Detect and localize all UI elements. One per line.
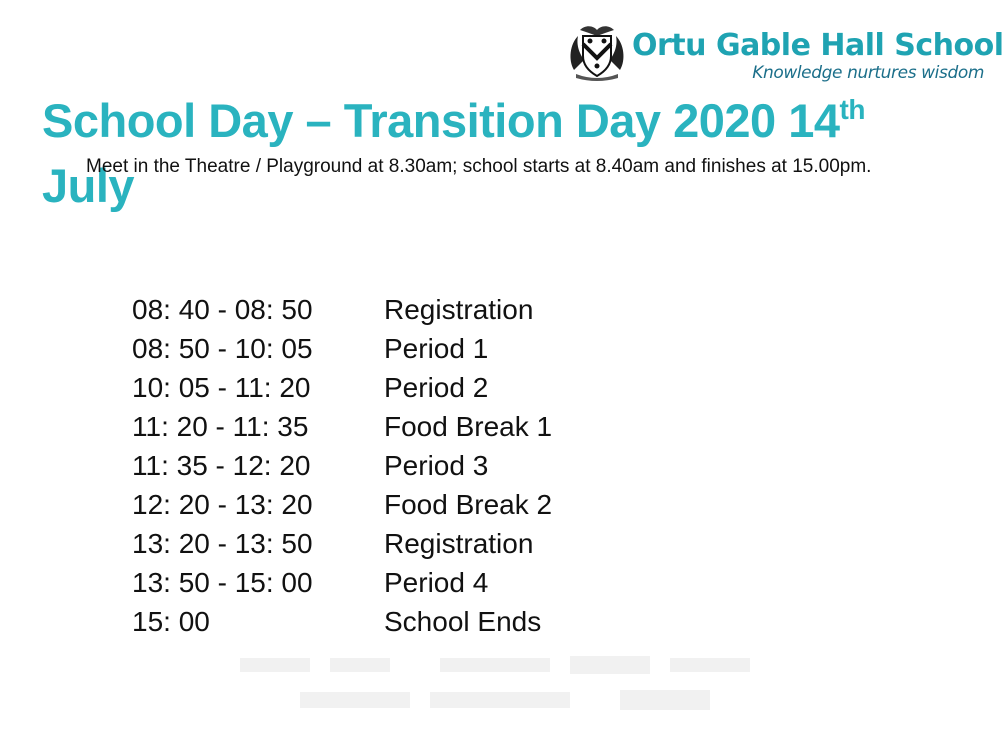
schedule-time: 12: 20 - 13: 20 xyxy=(132,489,313,520)
schedule-time: 11: 35 - 12: 20 xyxy=(132,450,311,481)
schedule-row xyxy=(132,290,552,329)
schedule-activity: Registration xyxy=(384,294,534,325)
schedule-time: 13: 20 - 13: 50 xyxy=(132,528,313,559)
schedule-activity: Period 1 xyxy=(384,333,489,364)
schedule-row xyxy=(132,407,552,446)
school-name: Ortu Gable Hall School xyxy=(632,28,1004,63)
schedule-activity: School Ends xyxy=(384,606,542,637)
schedule-activity: Period 4 xyxy=(384,567,489,598)
school-crest-icon xyxy=(566,20,628,82)
schedule-row xyxy=(132,524,552,563)
schedule-row xyxy=(132,329,552,368)
schedule-time: 15: 00 xyxy=(132,606,210,637)
schedule-time: 11: 20 - 11: 35 xyxy=(132,411,309,442)
title-ordinal: th xyxy=(839,94,865,125)
schedule-time: 10: 05 - 11: 20 xyxy=(132,372,311,403)
title-main: School Day – Transition Day 2020 14 xyxy=(42,94,840,147)
schedule-row xyxy=(132,485,552,524)
title-month: July xyxy=(42,159,135,212)
schedule-activity: Food Break 1 xyxy=(384,411,553,442)
schedule-time: 08: 50 - 10: 05 xyxy=(132,333,313,364)
schedule-activity: Period 3 xyxy=(384,450,489,481)
schedule-row xyxy=(132,446,552,485)
faint-partner-logos xyxy=(240,650,760,720)
intro-text: Meet in the Theatre / Playground at 8.30am; school starts at 8.40am and finishes at 15.00pm. xyxy=(86,156,872,177)
schedule-row xyxy=(132,602,552,641)
schedule-activity: Food Break 2 xyxy=(384,489,553,520)
schedule-row xyxy=(132,563,552,602)
school-motto: Knowledge nurtures wisdom xyxy=(752,63,984,83)
school-logo xyxy=(566,20,1004,90)
schedule-time: 13: 50 - 15: 00 xyxy=(132,567,313,598)
schedule-time: 08: 40 - 08: 50 xyxy=(132,294,313,325)
schedule-row xyxy=(132,368,552,407)
schedule-table xyxy=(132,290,552,641)
schedule-activity: Period 2 xyxy=(384,372,489,403)
schedule-activity: Registration xyxy=(384,528,534,559)
